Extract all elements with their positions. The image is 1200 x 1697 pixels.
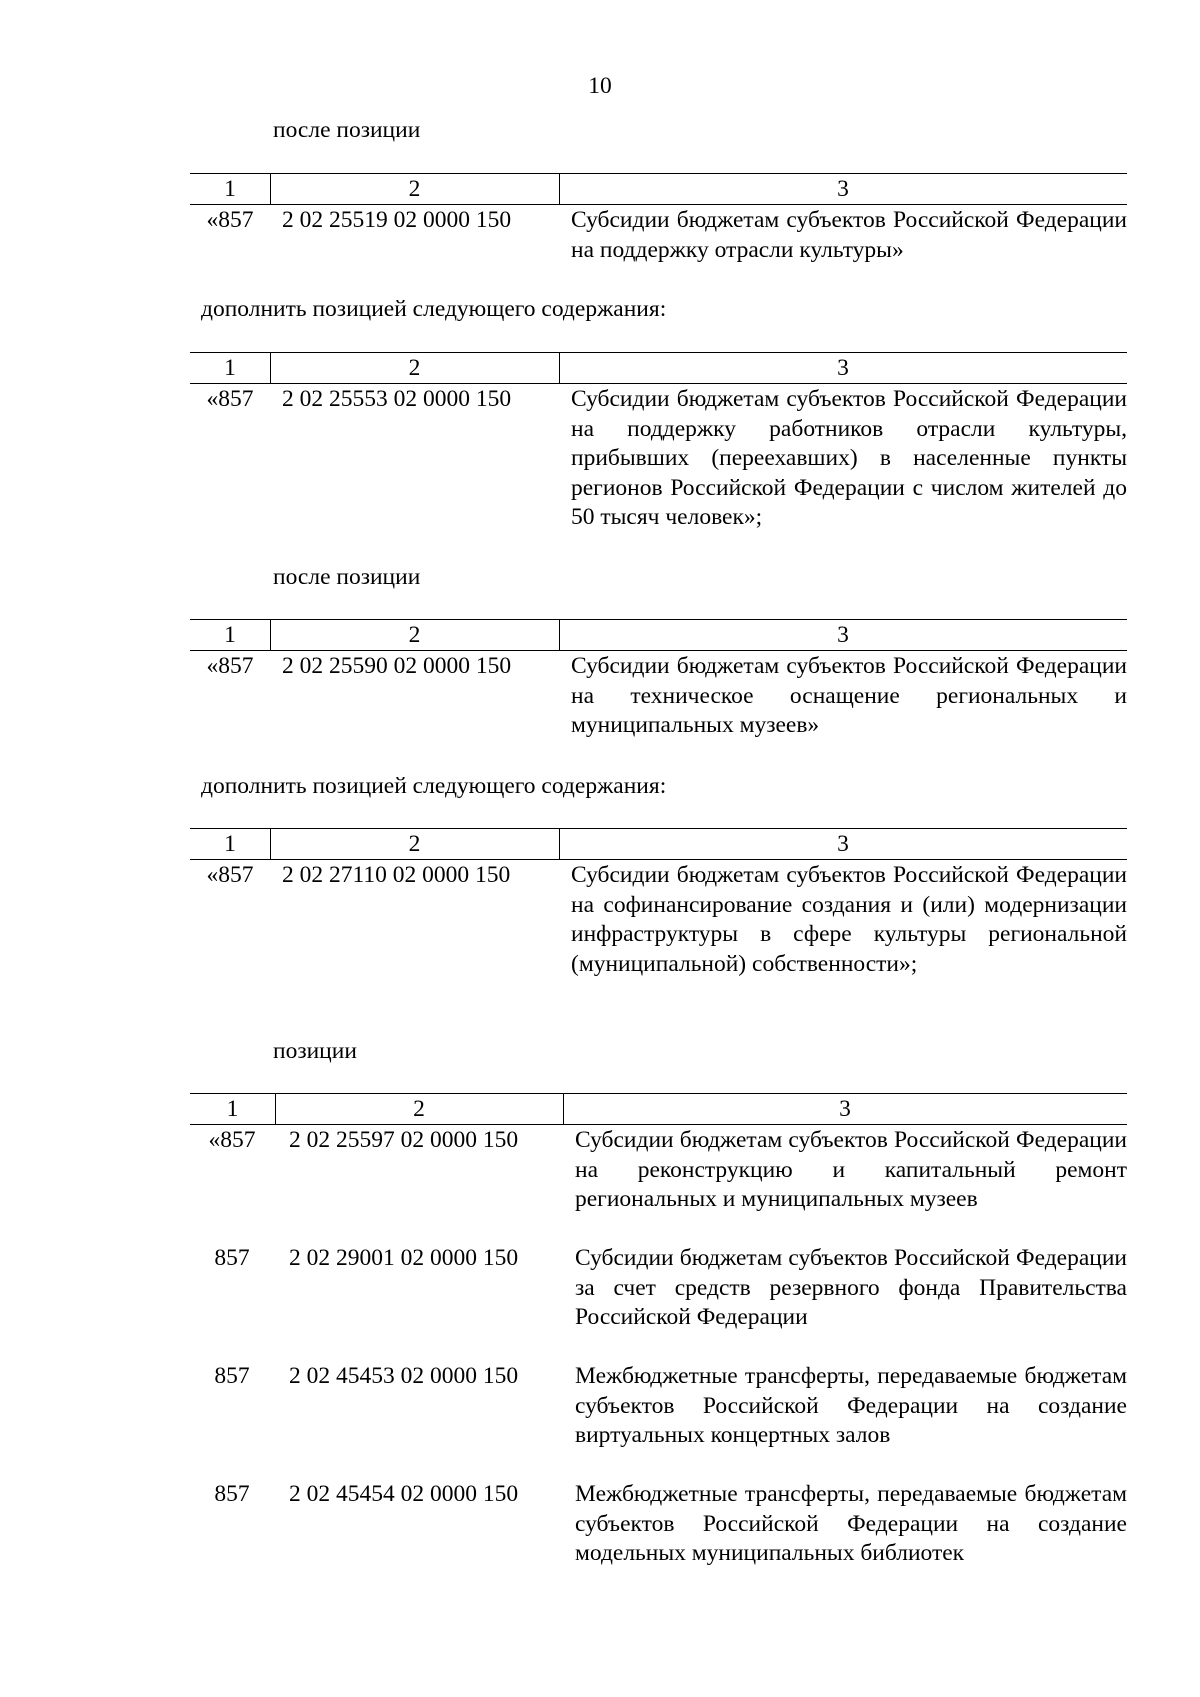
table-row — [190, 860, 1127, 1010]
cell-description: Субсидии бюджетам субъектов Российской Федерации на софинансирование создания и (или) модернизации инфраструктуры в сфере культуры региональной (муниципальной) собственности»; — [571, 862, 1127, 977]
instruction-add-position-2: дополнить позицией следующего содержания: — [201, 773, 667, 799]
cell-admin-code: «857 — [206, 653, 254, 679]
table-header — [190, 619, 1127, 651]
cell-budget-code: 2 02 27110 02 0000 150 — [282, 862, 511, 888]
cell-description: Межбюджетные трансферты, передаваемые бюджетам субъектов Российской Федерации на создание модельных муниципальных библиотек — [575, 1481, 1127, 1566]
header-col-1: 1 — [224, 831, 236, 857]
instruction-after-position-1: после позиции — [273, 117, 421, 143]
cell-budget-code: 2 02 29001 02 0000 150 — [289, 1245, 519, 1271]
table-4 — [190, 828, 1127, 1010]
cell-description: Межбюджетные трансферты, передаваемые бюджетам субъектов Российской Федерации на создание виртуальных концертных залов — [575, 1363, 1127, 1448]
table-row — [190, 1361, 1127, 1479]
table-header — [190, 1093, 1127, 1125]
header-col-3: 3 — [837, 176, 849, 202]
table-row — [190, 384, 1127, 534]
cell-admin-code: «857 — [206, 862, 254, 888]
cell-description: Субсидии бюджетам субъектов Российской Федерации на реконструкцию и капитальный ремонт региональных и муниципальных музеев — [575, 1127, 1127, 1212]
table-row — [190, 651, 1127, 746]
cell-description: Субсидии бюджетам субъектов Российской Федерации за счет средств резервного фонда Правительства Российской Федерации — [575, 1245, 1127, 1330]
cell-admin-code: «857 — [206, 386, 254, 412]
cell-description: Субсидии бюджетам субъектов Российской Федерации на техническое оснащение региональных и муниципальных музеев» — [571, 653, 1127, 738]
header-col-3: 3 — [837, 622, 849, 648]
table-header — [190, 352, 1127, 384]
header-col-1: 1 — [224, 355, 236, 381]
table-row — [190, 1479, 1127, 1579]
table-row — [190, 1125, 1127, 1243]
table-5 — [190, 1093, 1127, 1579]
header-col-1: 1 — [224, 622, 236, 648]
table-header — [190, 828, 1127, 860]
header-col-2: 2 — [408, 622, 421, 648]
header-col-2: 2 — [408, 831, 421, 857]
cell-admin-code: «857 — [206, 207, 254, 233]
cell-budget-code: 2 02 45453 02 0000 150 — [289, 1363, 519, 1389]
header-col-2: 2 — [408, 355, 421, 381]
table-3 — [190, 619, 1127, 746]
table-row — [190, 205, 1127, 275]
instruction-add-position-1: дополнить позицией следующего содержания: — [201, 296, 667, 322]
cell-admin-code: 857 — [214, 1363, 250, 1389]
page-number: 10 — [588, 73, 612, 99]
cell-budget-code: 2 02 25590 02 0000 150 — [282, 653, 512, 679]
instruction-positions: позиции — [273, 1038, 357, 1064]
table-1 — [190, 173, 1127, 275]
instruction-after-position-2: после позиции — [273, 564, 421, 590]
cell-description: Субсидии бюджетам субъектов Российской Федерации на поддержку отрасли культуры» — [571, 207, 1127, 263]
cell-admin-code: «857 — [208, 1127, 256, 1153]
header-col-2: 2 — [413, 1096, 425, 1122]
cell-budget-code: 2 02 25519 02 0000 150 — [282, 207, 512, 233]
cell-budget-code: 2 02 25597 02 0000 150 — [289, 1127, 519, 1153]
header-col-3: 3 — [837, 831, 849, 857]
cell-admin-code: 857 — [214, 1245, 250, 1271]
header-col-3: 3 — [839, 1096, 851, 1122]
cell-admin-code: 857 — [214, 1481, 250, 1507]
cell-description: Субсидии бюджетам субъектов Российской Федерации на поддержку работников отрасли культуры, прибывших (переехавших) в населенные пункты регионов Российской Федерации с числом жителей до 50 тысяч человек»; — [571, 386, 1127, 530]
header-col-3: 3 — [837, 355, 849, 381]
header-col-1: 1 — [226, 1096, 239, 1122]
header-col-2: 2 — [408, 176, 421, 202]
cell-budget-code: 2 02 45454 02 0000 150 — [289, 1481, 519, 1507]
header-col-1: 1 — [224, 176, 236, 202]
cell-budget-code: 2 02 25553 02 0000 150 — [282, 386, 512, 412]
table-2 — [190, 352, 1127, 534]
table-row — [190, 1243, 1127, 1361]
table-header — [190, 173, 1127, 205]
